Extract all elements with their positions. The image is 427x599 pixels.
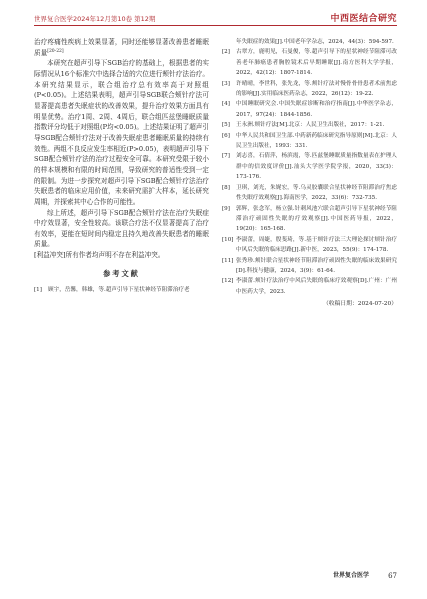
page-footer [0, 569, 427, 599]
paragraph-conclusion: 综上所述，超声引导下SGB配合颊针疗法在治疗失眠症中疗效显著，安全性较高。该联合疗法不仅显著提高了治疗有效率，更能在短时间内稳定且持久地改善失眠患者的睡眠质量。 [34, 208, 209, 249]
reference-item: [9] 郭辉，张念军，杨立强.针刺风池穴联合超声引导下星状神经节阻滞治疗顽固性失眠的疗效观察[J].中国医药导报，2022，19(20)：165-168. [222, 205, 397, 233]
reference-item: [12] 李淑蕾.颊针疗法治疗中风后失眠的临床疗效观察[D].广州：广州中医药大学，2023. [222, 278, 397, 295]
left-column [34, 37, 209, 296]
paragraph-discussion: 本研究在超声引导下SGB治疗的基础上，根据患者的实际情况从16个标准穴中选择合适的穴位进行颊针疗法治疗。本研究结果显示，联合组治疗总有效率高于对照组(P<0.05)。上述结果表明，超声引导SGB联合颊针疗法可显著提高患者失眠症状的改善效果，提升治疗效果方面具有明显优势。治疗1周、2周、4周后，联合组匹兹堡睡眠质量指数评分均低于对照组(P均<0.05)。上述结果证明了超声引导SGB配合颊针疗法对于改善失眠症患者睡眠质量的持续有效性。两组不良反应发生率相近(P>0.05)，表明超声引导下SGB配合颊针疗法的治疗过程安全可靠。本研究受限于较小的样本规模和有限的时间范围，导致研究的普适性受到一定的限制。为进一步探究对超声引导下SGB配合颊针疗法治疗失眠患者的临床应用价值，未来研究需扩大样本，延长研究周期，并探索其中心合作的可能性。 [34, 59, 209, 206]
page-header [0, 0, 427, 40]
reference-item: [8] 卫琪，刘光，朱娓宏，等.乌灵胶囊联合星状神经节阻滞治疗焦虑性失眠疗效观察[J].海南医学，2022，33(6)：732-735. [222, 184, 397, 202]
reference-list-right [222, 37, 397, 297]
reference-item: [5] 王永洲.颊针疗法[M].北京：人民卫生出版社，2017：1-21. [222, 122, 385, 129]
journal-issue: 世界复合医学2024年12月第10卷 第12期 [34, 15, 156, 23]
reference-item: [10] 李淑蕾，周婕，殷斐琦，等.基于颊针疗法三大理论探讨颊针治疗中风后失眠的临床思路[J].新中医，2023，55(9)：174-178. [222, 236, 397, 254]
right-column [222, 37, 397, 310]
page-number: 67 [388, 572, 397, 580]
citation-marker: [20-22] [47, 48, 64, 54]
reference-item: 年失眠症的效果[J].中国老年学杂志，2024，44(3)：594-597. [236, 39, 394, 45]
header-rule [34, 25, 397, 26]
paragraph-continued: 治疗疼痛性疾病上效果显著，同时还能够显著改善患者睡眠质量[20-22] [34, 38, 209, 57]
reference-item: [11] 张秀珍.颊针联合星状神经节阻滞治疗顽固性失眠的临床效果研究[D].科技与健康，2024，3(9)：61-64. [222, 257, 397, 274]
section-title: 中西医结合研究 [330, 14, 397, 24]
reference-item: [6] 中华人民共和国卫生部.中药新药临床研究指导原则[M].北京：人民卫生出版社，1993：331. [222, 132, 397, 150]
references-heading: 参考文献 [103, 268, 140, 278]
reference-item: [4] 中国睡眠研究会.中国失眠症诊断和治疗指南[J].中华医学杂志，2017，97(24)：1844-1856. [222, 101, 397, 118]
reference-item: [2] 古翠方，鹿明见，石曼俊，等.超声引导下的星状神经节阻滞可改善老年肺癌患者胸腔镜术后早期睡眠[J].南方医科大学学报，2022，42(12)：1807-1814. [222, 49, 397, 77]
reference-item: [1] 顾宇，岳馨，韩雄，等.超声引导下星状神经节阻滞治疗老 [34, 287, 190, 294]
reference-item: [3] 许晴晴，李世科，张先龙，等.颊针疗法对慢骨骨骨患者术前焦虑的影响[J].实用临床医药杂志，2022，26(12)：19-22. [222, 80, 397, 98]
reference-list-left [34, 285, 209, 295]
conflict-statement: [利益冲突]所有作者均声明不存在利益冲突。 [34, 251, 165, 260]
reference-item: [7] 刘志喜，石倩萍，杨滨霞，等.匹兹堡睡眠质量指数量表在护理人群中的信效度评价[J].汕头大学医学院学报，2020，33(3)：173-176. [222, 153, 397, 181]
footer-journal-name: 世界复合医学 [332, 572, 369, 579]
received-date: （收稿日期：2024-07-20） [322, 301, 397, 308]
